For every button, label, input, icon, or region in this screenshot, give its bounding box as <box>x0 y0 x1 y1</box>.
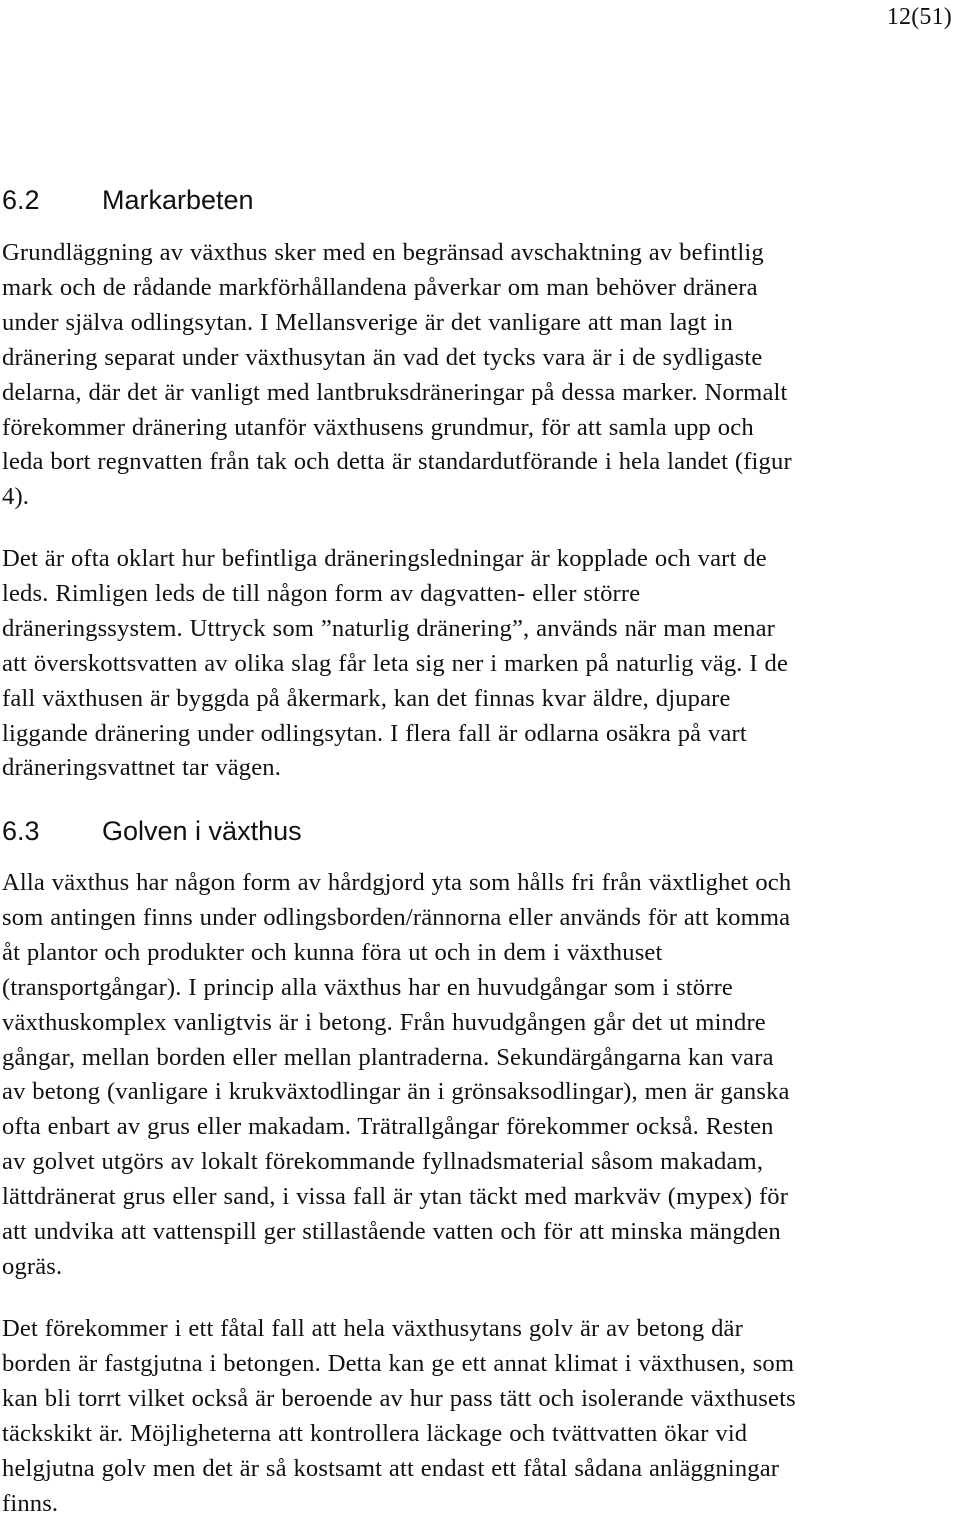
section-number: 6.3 <box>2 816 40 846</box>
text-line: leda bort regnvatten från tak och detta är standardutförande i hela landet (figur <box>2 448 792 476</box>
text-line: mark och de rådande markförhållandena påverkar om man behöver dränera <box>2 273 758 301</box>
paragraph-grundlaggning <box>2 236 960 515</box>
text-line: Det är ofta oklart hur befintliga dräneringsledningar är kopplade och vart de <box>2 545 767 572</box>
text-line: leds. Rimligen leds de till någon form av dagvatten- eller större <box>2 579 641 607</box>
text-line: Grundläggning av växthus sker med en begränsad avschaktning av befintlig <box>2 239 764 266</box>
text-line: dräneringsvattnet tar vägen. <box>2 754 282 782</box>
section-number: 6.2 <box>2 185 40 215</box>
text-line: av betong (vanligare i krukväxtodlingar än i grönsaksodlingar), men är ganska <box>2 1078 790 1106</box>
text-line: dränering separat under växthusytan än vad det tycks vara är i de sydligaste <box>2 343 763 371</box>
text-line: förekommer dränering utanför växthusens grundmur, för att samla upp och <box>2 413 754 441</box>
text-line: växthuskomplex vanligtvis är i betong. Från huvudgången går det ut mindre <box>2 1008 766 1036</box>
section-title: Markarbeten <box>102 185 254 215</box>
text-line: delarna, där det är vanligt med lantbruksdräneringar på dessa marker. Normalt <box>2 378 788 406</box>
text-line: liggande dränering under odlingsytan. I flera fall är odlarna osäkra på vart <box>2 719 747 747</box>
page-number: 12(51) <box>886 4 952 30</box>
text-line: dräneringssystem. Uttryck som ”naturlig dränering”, används när man menar <box>2 614 776 642</box>
paragraph-hardgjord-yta <box>2 866 960 1285</box>
text-line: finns. <box>2 1489 59 1517</box>
text-line: Det förekommer i ett fåtal fall att hela växthusytans golv är av betong där <box>2 1315 743 1342</box>
text-line: av golvet utgörs av lokalt förekommande fyllnadsmaterial såsom makadam, <box>2 1148 764 1176</box>
text-line: som antingen finns under odlingsborden/rännorna eller används för att komma <box>2 903 791 931</box>
text-line: borden är fastgjutna i betongen. Detta kan ge ett annat klimat i växthusen, som <box>2 1349 795 1377</box>
text-line: helgjutna golv men det är så kostsamt att endast ett fåtal sådana anläggningar <box>2 1454 780 1482</box>
text-line: 4). <box>2 483 30 511</box>
text-line: fall växthusen är byggda på åkermark, kan det finnas kvar äldre, djupare <box>2 684 731 712</box>
section-title: Golven i växthus <box>102 816 302 846</box>
text-line: ofta enbart av grus eller makadam. Trätrallgångar förekommer också. Resten <box>2 1113 774 1141</box>
text-line: att undvika att vattenspill ger stillastående vatten och för att minska mängden <box>2 1218 781 1246</box>
text-line: ogräs. <box>2 1252 63 1280</box>
section-heading-golven <box>2 815 302 847</box>
text-line: (transportgångar). I princip alla växthus har en huvudgångar som i större <box>2 973 733 1001</box>
text-line: Alla växthus har någon form av hårdgjord yta som hålls fri från växtlighet och <box>2 869 792 896</box>
text-line: åt plantor och produkter och kunna föra ut och in dem i växthuset <box>2 938 663 966</box>
paragraph-betonggolv <box>2 1312 960 1521</box>
text-line: lättdränerat grus eller sand, i vissa fall är ytan täckt med markväv (mypex) för <box>2 1183 789 1211</box>
section-heading-markarbeten <box>2 184 254 216</box>
text-line: att överskottsvatten av olika slag får leta sig ner i marken på naturlig väg. I de <box>2 649 789 677</box>
text-line: täckskikt är. Möjligheterna att kontrollera läckage och tvättvatten ökar vid <box>2 1419 748 1447</box>
text-line: under själva odlingsytan. I Mellansverige är det vanligare att man lagt in <box>2 308 733 336</box>
paragraph-draneringsledningar <box>2 542 960 786</box>
text-line: kan bli torrt vilket också är beroende av hur pass tätt och isolerande växthusets <box>2 1384 796 1412</box>
text-line: gångar, mellan borden eller mellan plantraderna. Sekundärgångarna kan vara <box>2 1043 774 1071</box>
